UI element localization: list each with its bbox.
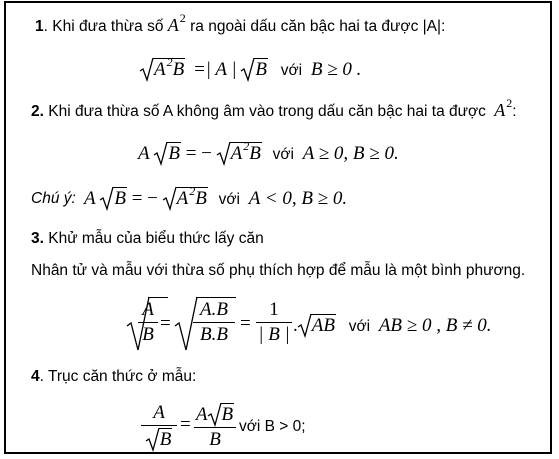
fraction-bar <box>193 322 235 323</box>
fraction-1-over-absb <box>256 300 292 345</box>
radical-sign-icon <box>298 314 312 338</box>
fraction-bar <box>194 427 236 428</box>
rhs-numerator <box>194 403 236 425</box>
eq-minus: = − <box>131 188 158 209</box>
left-a: A <box>138 143 150 164</box>
section2-colon: : <box>512 103 517 120</box>
rad-a: A <box>176 188 189 209</box>
radical-sign-icon <box>208 403 222 427</box>
section2-label: 2. <box>31 103 44 120</box>
sqrt-b <box>241 58 268 79</box>
radical-sign-icon <box>163 187 177 211</box>
sqrt-b <box>146 428 173 450</box>
radical-overline <box>148 297 168 298</box>
rad-exp: 2 <box>189 184 196 198</box>
condition: AB ≥ 0 , B ≠ 0. <box>378 315 492 336</box>
fraction-ab-over-bb <box>193 300 235 345</box>
fraction-a-over-sqrtb <box>141 403 177 450</box>
sqrt-ab-value: AB <box>311 315 335 336</box>
section1-formula <box>140 55 362 80</box>
section4-heading <box>31 369 196 385</box>
sqrt-b-value: B <box>114 188 126 209</box>
section1-var-a: A <box>167 15 179 35</box>
note-row <box>31 191 76 207</box>
rad-a: A <box>154 59 166 80</box>
sqrt-b-value: B <box>255 59 268 80</box>
radical-sign-icon <box>241 58 255 82</box>
frac1-denominator: B <box>142 323 154 345</box>
fraction-bar <box>138 322 158 323</box>
equals-2: = <box>240 313 251 334</box>
with-word: với <box>218 191 240 208</box>
section4-number: 4 <box>31 368 40 385</box>
dot: . <box>293 315 298 336</box>
sqrt-a2b <box>217 139 262 164</box>
section3-title: Khử mẫu của biểu thức lấy căn <box>48 230 264 247</box>
section3-sqrt-ab <box>293 314 492 335</box>
section1-heading <box>35 11 446 35</box>
section1-text-before: . Khi đưa thừa số <box>43 18 164 35</box>
sqrt-a2b <box>140 55 185 80</box>
sqrt-b-value: B <box>221 404 234 425</box>
left-a: A <box>84 188 96 209</box>
frac3-numerator: 1 <box>269 299 279 320</box>
section2-heading <box>31 96 517 120</box>
section1-text-after: ra ngoài dấu căn bậc hai ta được |A|: <box>190 18 446 35</box>
eq-abs-a: =| A | <box>192 59 237 80</box>
rad-exp: 2 <box>166 55 173 69</box>
radical-sign-icon <box>154 142 168 166</box>
note-formula <box>84 184 348 209</box>
rhs-denominator: B <box>209 428 221 450</box>
lhs-denominator <box>141 428 177 450</box>
fraction-asqrtb-over-b <box>194 403 236 450</box>
fraction-bar <box>141 425 177 426</box>
sqrt-b <box>208 403 235 425</box>
with-word: với <box>280 62 303 79</box>
with-word: với <box>348 318 371 335</box>
sqrt-a2b <box>163 184 208 209</box>
section2-formula <box>138 139 399 164</box>
eq-minus: = − <box>185 143 212 164</box>
section1-number: 1 <box>35 18 44 35</box>
equals-1: = <box>160 313 171 334</box>
lhs-numerator: A <box>153 402 165 423</box>
radical-overline <box>196 297 236 298</box>
section3-description: Nhân tử và mẫu với thừa số phụ thích hợp để mẫu là một bình phương. <box>31 262 526 279</box>
sqrt-b <box>100 187 127 208</box>
radical-sign-icon <box>100 187 114 211</box>
frac3-denominator: | B | <box>258 323 290 345</box>
equals-3: = <box>180 414 191 435</box>
section3-label: 3. <box>31 230 44 247</box>
condition: A ≥ 0, B ≥ 0. <box>302 143 399 164</box>
with-word: với <box>272 146 294 163</box>
rad-b: B <box>195 188 207 209</box>
radical-sign-icon <box>217 142 231 166</box>
frac1-numerator: A <box>142 299 154 320</box>
sqrt-b-value: B <box>159 428 172 450</box>
section4-condition: với B > 0; <box>239 418 306 435</box>
frac2-numerator: A.B <box>200 299 228 320</box>
rad-a: A <box>230 143 243 164</box>
condition: A < 0, B ≥ 0. <box>248 188 348 209</box>
rad-exp: 2 <box>243 139 250 153</box>
sqrt-ab <box>298 314 336 335</box>
sqrt-b <box>154 142 181 163</box>
section2-var-a: A <box>494 100 506 120</box>
section2-exp: 2 <box>506 96 513 110</box>
fraction-bar <box>256 322 292 323</box>
section2-text: Khi đưa thừa số A không âm vào trong dấu căn bậc hai ta được <box>48 103 486 120</box>
section3-heading <box>31 231 264 247</box>
rad-b: B <box>249 143 261 164</box>
condition: B ≥ 0 . <box>310 59 362 80</box>
note-label: Chú ý: <box>31 190 76 207</box>
rad-b: B <box>172 59 185 80</box>
sqrt-b-value: B <box>168 143 180 164</box>
fraction-a-over-b <box>138 300 158 345</box>
section1-exp: 2 <box>179 11 186 25</box>
section4-title: . Trục căn thức ở mẫu: <box>39 368 197 385</box>
frac2-denominator: B.B <box>200 323 228 345</box>
radical-sign-icon <box>140 58 154 82</box>
radical-sign-icon <box>146 428 160 452</box>
rhs-a: A <box>195 404 208 425</box>
